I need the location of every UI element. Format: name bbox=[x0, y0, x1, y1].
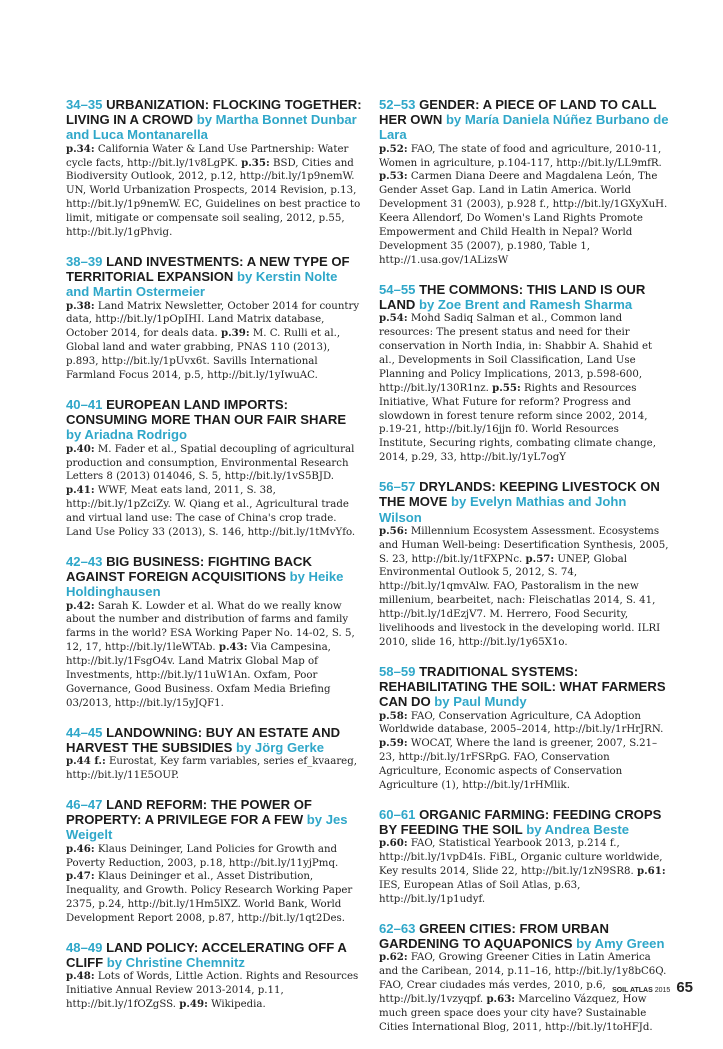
chapter-title: EUROPEAN LAND IMPORTS: CONSUMING MORE THAN OUR FAIR SHARE bbox=[66, 397, 347, 428]
chapter-entry bbox=[379, 479, 669, 650]
chapter-entry bbox=[379, 921, 669, 1035]
chapter-pages: 44–45 bbox=[66, 724, 103, 740]
chapter-author: by Martha Bonnet Dunbar and Luca Montanarella bbox=[66, 112, 357, 143]
reference-text: IES, European Atlas of Soil Atlas, p.63, http://bit.ly/1p1udyf. bbox=[379, 880, 581, 905]
reference-page-label: p.40: bbox=[66, 442, 95, 455]
reference-page-label: p.54: bbox=[379, 312, 408, 325]
reference-page-label: p.35: bbox=[241, 156, 270, 169]
chapter-title: LANDOWNING: BUY AN ESTATE AND HARVEST THE SUBSIDIES bbox=[66, 724, 341, 756]
reference-text: Land Matrix Newsletter, October 2014 for country data, http://bit.ly/1pOpIHI. Land Matrix database, October 2014, for deals data. bbox=[66, 300, 360, 340]
chapter-heading bbox=[379, 479, 669, 525]
chapter-pages: 60–61 bbox=[379, 806, 416, 822]
chapter-references bbox=[66, 600, 363, 711]
chapter-heading bbox=[379, 664, 669, 710]
reference-page-label: p.55: bbox=[492, 381, 521, 394]
chapter-pages: 56–57 bbox=[379, 479, 416, 495]
reference-text: Klaus Deininger, Land Policies for Growth and Poverty Reduction, 2003, p.18, http://bit.ly/11yjPmq. bbox=[66, 843, 339, 869]
chapter-heading bbox=[66, 940, 363, 970]
reference-page-label: p.47: bbox=[66, 870, 95, 883]
reference-page-label: p.43: bbox=[218, 641, 248, 654]
reference-text: Lots of Words, Little Action. Rights and Resources Initiative Annual Review 2013-2014, p.11, http://bit.ly/1fOZgSS. bbox=[66, 971, 359, 1011]
chapter-pages: 40–41 bbox=[66, 397, 103, 412]
chapter-author: by María Daniela Núñez Burbano de Lara bbox=[379, 112, 669, 143]
chapter-title: URBANIZATION: FLOCKING TOGETHER: LIVING IN A CROWD bbox=[66, 97, 362, 128]
chapter-heading bbox=[379, 807, 669, 837]
page-number: 65 bbox=[676, 979, 693, 996]
chapter-heading bbox=[379, 282, 669, 312]
chapter-title: THE COMMONS: THIS LAND IS OUR LAND bbox=[379, 281, 646, 312]
chapter-heading bbox=[66, 797, 363, 843]
reference-text: BSD, Cities and Biodiversity Outlook, 2012, p.12, http://bit.ly/1p9nemW. UN, World Urbanization Prospects, 2014 Revision, p.13, http://bit.ly/1p9nemW. EC, Guidelines on best practice to limit, mitigate or compensate soil sealing, 2012, p.55, http://bit.ly/1gPhvig. bbox=[66, 157, 361, 239]
reference-page-label: p.57: bbox=[525, 552, 555, 565]
chapter-pages: 52–53 bbox=[379, 97, 416, 112]
reference-text: M. Fader et al., Spatial decoupling of agricultural production and consumption, Environmental Research Letters 8 (2013) 014046, S. 5, http://bit.ly/1vS5BJD. bbox=[66, 443, 355, 483]
reference-page-label: p.56: bbox=[379, 524, 408, 537]
reference-text: WOCAT, Where the land is greener, 2007, S.21–23, http://bit.ly/1rFSRpG. FAO, Conservation Agriculture, Economic aspects of Conservation Agriculture (1), http://bit.ly/1rHMlik. bbox=[379, 738, 658, 792]
chapter-references bbox=[66, 443, 363, 540]
reference-page-label: p.60: bbox=[379, 837, 408, 850]
footer-brand bbox=[612, 987, 670, 994]
chapter-title: DRYLANDS: KEEPING LIVESTOCK ON THE MOVE bbox=[379, 479, 660, 510]
right-column bbox=[379, 97, 669, 1049]
reference-page-label: p.53: bbox=[379, 170, 408, 183]
chapter-pages: 34–35 bbox=[66, 97, 103, 112]
reference-page-label: p.63: bbox=[486, 993, 516, 1006]
reference-text: Wikipedia. bbox=[211, 999, 266, 1011]
reference-page-label: p.44 f.: bbox=[66, 755, 106, 768]
reference-page-label: p.48: bbox=[66, 970, 95, 983]
reference-page-label: p.62: bbox=[379, 951, 408, 964]
reference-page-label: p.52: bbox=[379, 142, 408, 155]
chapter-heading bbox=[379, 921, 669, 951]
reference-page-label: p.38: bbox=[66, 299, 95, 312]
chapter-title: GENDER: A PIECE OF LAND TO CALL HER OWN bbox=[379, 97, 657, 128]
chapter-entry bbox=[379, 664, 669, 793]
chapter-title: GREEN CITIES: FROM URBAN GARDENING TO AQUAPONICS bbox=[379, 920, 609, 952]
chapter-entry bbox=[66, 797, 363, 926]
reference-text: Marcelino Vázquez, How much green space does your city have? Sustainable Cities International Blog, 2011, http://bit.ly/1toHFJd. bbox=[379, 994, 653, 1033]
chapter-references bbox=[66, 143, 363, 240]
chapter-author: by Heike Holdinghausen bbox=[66, 569, 344, 600]
chapter-references bbox=[379, 143, 669, 268]
chapter-pages: 48–49 bbox=[66, 940, 103, 956]
reference-text: FAO, The state of food and agriculture, 2010-11, Women in agriculture, p.104-117, http://bit.ly/LL9mfR. bbox=[379, 143, 662, 169]
chapter-references bbox=[66, 970, 363, 1012]
reference-text: Mohd Sadiq Salman et al., Common land resources: The present status and need for their conservation in North India, in: Shabbir A. Shahid et al., Developments in Soil Classification, Land Use Planning and Policy Implications, 2013, p.598-600, http://bit.ly/130R1nz. bbox=[379, 313, 653, 394]
chapter-entry bbox=[66, 725, 363, 783]
reference-text: FAO, Growing Greener Cities in Latin America and the Caribean, 2014, p.11–16, http://bit.ly/1y8bC6Q. FAO, Crear ciudades más verdes, 2010, p.6, http://bit.ly/1vzyqpf. bbox=[379, 952, 667, 1006]
chapter-entry bbox=[379, 282, 669, 465]
reference-text: WWF, Meat eats land, 2011, S. 38, http://bit.ly/1pZciZy. W. Qiang et al., Agricultural trade and virtual land use: The case of China's crop trade. Land Use Policy 33 (2013), S. 146, http://bit.ly/1tMvYfo. bbox=[66, 485, 356, 539]
chapter-references bbox=[379, 525, 669, 650]
chapter-title: TRADITIONAL SYSTEMS: REHABILITATING THE SOIL: WHAT FARMERS CAN DO bbox=[379, 663, 666, 710]
chapter-heading bbox=[66, 254, 363, 300]
chapter-entry bbox=[66, 97, 363, 240]
reference-page-label: p.59: bbox=[379, 737, 408, 750]
chapter-heading bbox=[379, 97, 669, 143]
chapter-references bbox=[66, 755, 363, 783]
chapter-title: LAND POLICY: ACCELERATING OFF A CLIFF bbox=[66, 940, 347, 971]
reference-page-label: p.42: bbox=[66, 599, 95, 612]
reference-page-label: p.41: bbox=[66, 484, 95, 497]
chapter-title: BIG BUSINESS: FIGHTING BACK AGAINST FOREIGN ACQUISITIONS bbox=[66, 553, 312, 585]
chapter-author: by Andrea Beste bbox=[526, 822, 630, 838]
chapter-entry bbox=[66, 940, 363, 1012]
chapter-author: by Evelyn Mathias and John Wilson bbox=[379, 494, 627, 525]
chapter-pages: 42–43 bbox=[66, 553, 103, 569]
left-column bbox=[66, 97, 363, 1026]
reference-text: FAO, Conservation Agriculture, CA Adoption Worldwide database, 2005–2014, http://bit.ly/1rHrJRN. bbox=[379, 710, 664, 736]
reference-text: Klaus Deininger et al., Asset Distribution, Inequality, and Growth. Policy Research Working Paper 2375, p.24, http://bit.ly/1Hm5lXZ. World Bank, World Development Report 2008, p.87, http://bit.ly/1qt2Des. bbox=[66, 871, 353, 925]
reference-page-label: p.39: bbox=[220, 327, 250, 340]
reference-page-label: p.46: bbox=[66, 842, 95, 855]
chapter-author: by Zoe Brent and Ramesh Sharma bbox=[419, 296, 633, 312]
reference-text: UNEP, Global Environmental Outlook 5, 2012, S. 74, http://bit.ly/1qmvAlw. FAO, Pastoralism in the new millenium, bearbeitet, nach: Fleischatlas 2014, S. 41, http://bit.ly/1dEzjV7. M. Herrero, Food Security, livelihoods and livestock in the developing world. ILRI 2010, slide 16, http://bit.ly/1y65X1o. bbox=[379, 553, 661, 648]
footer-brand-label: SOIL ATLAS bbox=[612, 987, 653, 994]
chapter-pages: 46–47 bbox=[66, 797, 103, 813]
chapter-heading bbox=[66, 554, 363, 600]
chapter-references bbox=[379, 710, 669, 793]
chapter-entry bbox=[379, 807, 669, 907]
chapter-references bbox=[379, 312, 669, 465]
reference-text: M. C. Rulli et al., Global land and water grabbing, PNAS 110 (2013), p.893, http://bit.ly/1pUvx6t. Savills International Farmland Focus 2014, p.5, http://bit.ly/1yIwuAC. bbox=[66, 328, 341, 382]
chapter-title: LAND INVESTMENTS: A NEW TYPE OF TERRITORIAL EXPANSION bbox=[66, 253, 350, 285]
chapter-author: by Ariadna Rodrigo bbox=[66, 427, 188, 443]
reference-text: Rights and Resources Initiative, What Future for reform? Progress and slowdown in forest tenure reform since 2002, 2014, p.19-21, http://bit.ly/16jjn f0. World Resources Institute, Securing rights, combating climate change, 2014, p.29, 33, http://bit.ly/1yL7ogY bbox=[379, 382, 656, 464]
reference-text: Via Campesina, http://bit.ly/1FsgO4v. Land Matrix Global Map of Investments, http://bit.ly/11uW1An. Oxfam, Poor Governance, Good Business. Oxfam Media Briefing 03/2013, http://bit.ly/15yJQF1. bbox=[66, 642, 331, 709]
chapter-title: LAND REFORM: THE POWER OF PROPERTY: A PRIVILEGE FOR A FEW bbox=[66, 797, 312, 828]
chapter-references bbox=[379, 837, 669, 907]
chapter-heading bbox=[66, 97, 363, 143]
reference-text: California Water & Land Use Partnership: Water cycle facts, http://bit.ly/1v8LgPK. bbox=[66, 143, 349, 169]
chapter-references bbox=[66, 843, 363, 926]
chapter-pages: 54–55 bbox=[379, 281, 416, 297]
chapter-author: by Christine Chemnitz bbox=[106, 955, 245, 971]
chapter-entry bbox=[379, 97, 669, 268]
chapter-entry bbox=[66, 397, 363, 540]
reference-text: Eurostat, Key farm variables, series ef_kvaareg, http://bit.ly/11E5OUP. bbox=[66, 756, 357, 782]
reference-text: Carmen Diana Deere and Magdalena León, The Gender Asset Gap. Land in Latin America. World Development 31 (2003), p.928 f., http://bit.ly/1GXyXuH. Keera Allendorf, Do Women's Land Rights Promote Empowerment and Child Health in Nepal? World Development 35 (2007), p.1980, Table 1, http://1.usa.gov/1ALizsW bbox=[379, 171, 668, 266]
chapter-author: by Amy Green bbox=[576, 936, 665, 952]
chapter-entry bbox=[66, 254, 363, 383]
chapter-title: ORGANIC FARMING: FEEDING CROPS BY FEEDING THE SOIL bbox=[379, 806, 662, 838]
reference-text: Sarah K. Lowder et al. What do we really know about the number and distribution of farms and family farms in the world? ESA Working Paper No. 14-02, S. 5, 12, 17, http://bit.ly/1leWTAb. bbox=[66, 600, 355, 654]
chapter-entry bbox=[66, 554, 363, 711]
chapter-pages: 58–59 bbox=[379, 663, 416, 679]
chapter-pages: 38–39 bbox=[66, 253, 103, 269]
reference-text: Millennium Ecosystem Assessment. Ecosystems and Human Well-being: Desertification Synthesis, 2005, S. 23, http://bit.ly/1tFXPNc. bbox=[379, 525, 669, 565]
chapter-heading bbox=[66, 397, 363, 443]
chapter-author: by Jörg Gerke bbox=[236, 740, 325, 756]
reference-text: FAO, Statistical Yearbook 2013, p.214 f., http://bit.ly/1vpD4Is. FiBL, Organic culture worldwide, Key results 2014, Slide 22, http://bit.ly/1zN9SR8. bbox=[379, 838, 663, 878]
page-footer bbox=[612, 979, 693, 996]
reference-page-label: p.49: bbox=[179, 998, 208, 1011]
chapter-author: by Jes Weigelt bbox=[66, 812, 348, 843]
chapter-pages: 62–63 bbox=[379, 920, 416, 936]
reference-page-label: p.61: bbox=[636, 865, 666, 878]
reference-page-label: p.34: bbox=[66, 142, 95, 155]
chapter-author: by Paul Mundy bbox=[434, 694, 527, 710]
reference-page-label: p.58: bbox=[379, 709, 408, 722]
chapter-references bbox=[66, 300, 363, 383]
footer-year: 2015 bbox=[654, 987, 671, 994]
chapter-heading bbox=[66, 725, 363, 755]
chapter-author: by Kerstin Nolte and Martin Ostermeier bbox=[66, 269, 338, 300]
